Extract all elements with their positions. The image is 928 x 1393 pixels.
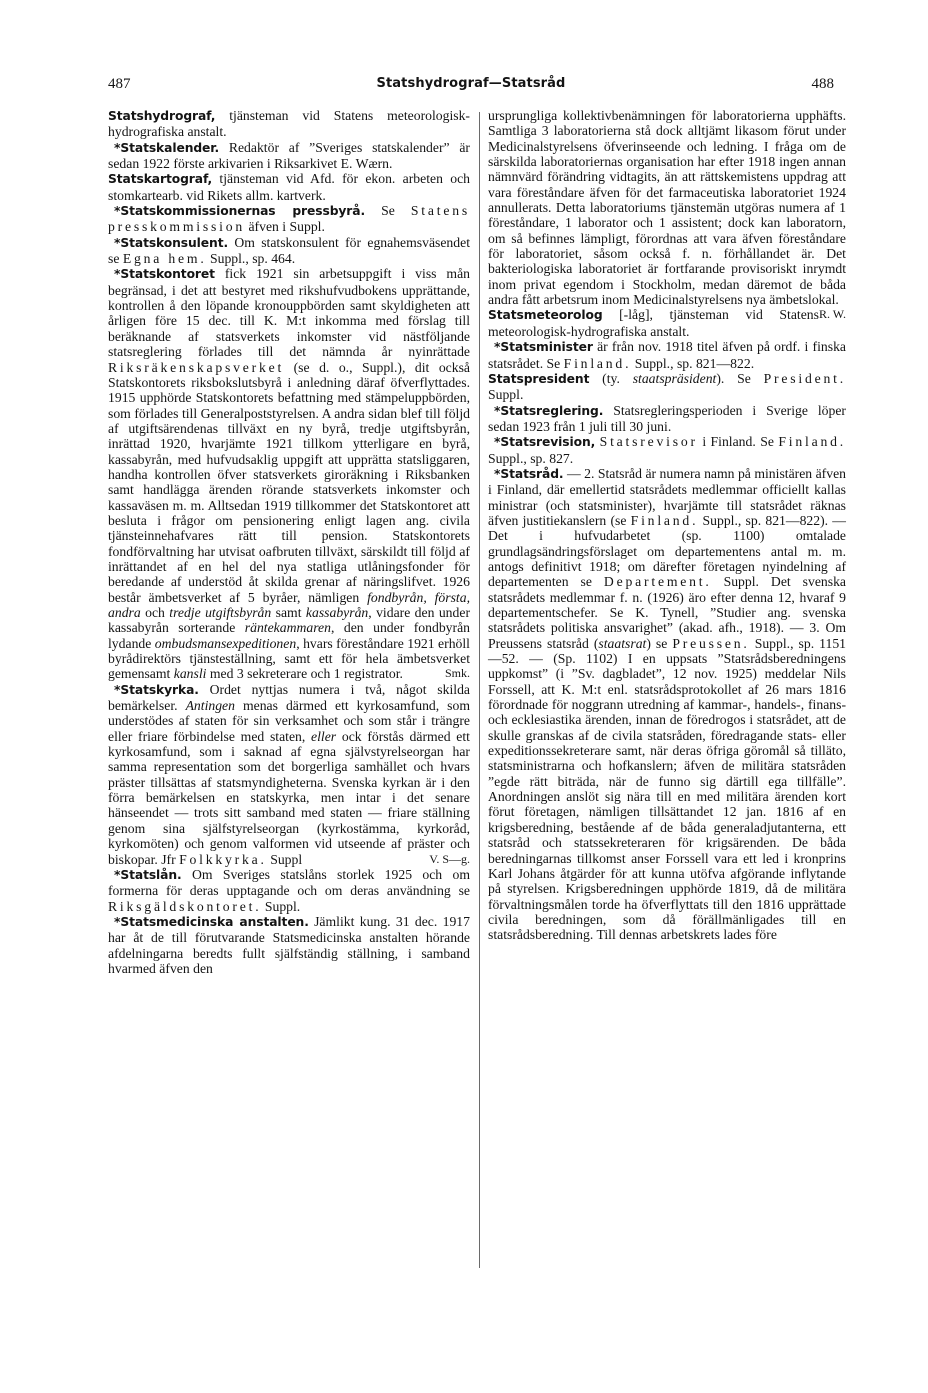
- author-signature: Smk.: [444, 666, 470, 681]
- cross-reference: Folkkyrka.: [179, 851, 267, 867]
- entry-statsminister: [488, 339, 846, 371]
- cross-reference: Preussen.: [672, 635, 750, 651]
- headword: *Statsminister: [494, 340, 593, 355]
- entry-text: ). Se: [716, 370, 764, 386]
- cross-reference: Riksgäldskontoret.: [108, 898, 262, 914]
- italic-term: eller: [311, 728, 337, 744]
- entry-text: ock förstås därmed ett kyrkosamfund, som i saknad af egna självstyrelseorgan har samma representation som det borgerliga samhället och hvars präster tillsättas af statsmyndigheterna. Svenska kyrkan är i den förra bemärkelsen en statskyrka, men intar i det senare hänseendet — trots sitt samband med staten — friare ställning genom sina själfstyrelseorgan (kyrkostämma, kyrkoråd, kyrkomöten) och genom valformen vid utseende af präster och biskopar. Jfr: [108, 728, 470, 867]
- entry-text: Suppl.: [488, 387, 524, 403]
- entry-text: , hvars föreståndare 1921 erhöll byrådirektörs tjänsteställning, samt ett för hela ämbetsverket gemensamt: [108, 635, 470, 682]
- entry-text: — 2. Statsråd är numera namn på ministären äfven i Finland, där emellertid statsrådets medlemmar officiellt kallas ministrar (och statsminister), hvarjämte till statsrådet räknas äfven justitiekanslern (se: [488, 465, 846, 528]
- right-page-number: 488: [811, 76, 834, 92]
- cross-reference: Departement.: [603, 574, 712, 590]
- cross-reference: President.: [763, 370, 846, 386]
- headword: *Statsråd.: [494, 466, 564, 481]
- headword: Statspresident: [488, 371, 590, 386]
- running-title: Statshydrograf—Statsråd: [376, 76, 566, 91]
- cross-reference: Finland.: [563, 355, 632, 371]
- entry-text: Suppl., sp. 464.: [206, 251, 296, 267]
- author-signature: R. W.: [818, 307, 846, 322]
- entry-text: i Finland. Se: [697, 434, 779, 450]
- entry-statsrevision: [488, 434, 846, 466]
- author-signature: V. S—g.: [429, 851, 470, 866]
- entry-text: tjänsteman vid Afd. för ekon. arbeten och stomkartearb. vid Rikets allm. kartverk.: [108, 171, 470, 203]
- entry-text: och: [140, 605, 170, 620]
- entry-text: , den under fondbyrån lydande: [108, 620, 470, 651]
- cross-reference: Finland.: [778, 434, 846, 450]
- entry-text: Suppl.: [261, 898, 301, 914]
- entry-statskonsulent: [108, 235, 470, 267]
- italic-term: kansli: [173, 666, 207, 682]
- entry-statskommissionernas-pressbyra: [108, 203, 470, 235]
- entry-text: menas därmed ett kyrkosamfund, som understödes af staten för sin verksamhet och som står i trängre eller friare förbindelse med staten,: [108, 698, 470, 744]
- headword: *Statskonsulent.: [114, 235, 229, 250]
- entry-text: Redaktör af ”Sveriges statskalender” är sedan 1922 förste arkivarien i Riksarkivet E. Wærn.: [108, 139, 470, 172]
- cross-reference: Statens presskommission: [108, 203, 470, 235]
- entry-statslan: [108, 867, 470, 914]
- headword: *Statslån.: [114, 867, 182, 882]
- cross-reference: Egna hem.: [122, 251, 207, 267]
- page-header: [108, 76, 834, 98]
- headword: *Statskalender.: [114, 140, 220, 155]
- headword: Statshydrograf,: [108, 109, 216, 123]
- entry-text: Jämlikt kung. 31 dec. 1917 har åt de till förutvarande Statsmedicinska anstalten hörande afdelningarna beredts fullt själfständig ställning, i samband hvarmed äfven den: [108, 913, 470, 976]
- entry-statsrad: [488, 466, 846, 943]
- entry-text: Suppl., sp. 1151—52. — (Sp. 1102) I en uppsats ”Statsrådsberedningens uppkomst” (i ”Sv. dagbladet”, 12 nov. 1925) meddelar Nils Forssell, att K. M:t enl. statsrådsprotokollet af 26 mars 1816 förordnade för noggrann utredning af kammar-, handels-, finans- och ecklesiastika ärenden, innan de föredrogos i statsrådet, att de skulle granskas af de civila statsråden, föredragande stats- eller expeditionssekreterare samt, när deras öfriga göromål så tilläto, statsministrarna och hofkanslern; äfven de militära statsråden ”egde rätt biträda, när de funno sig därtill ega tillfälle”. Anordningen anslöt sig nära till en med militära ärenden kort förut företagen, nämligen tillsättandet 12 jan. 1816 af en krigsberedning, bestående af de båda generaladjutanterna, ett statsråd och statssekreteraren för krigsärenden. De båda beredningarnas tillkomst anser Forssell vara ett led i kronprins Karl Johans åtgärder för att kunna utöfva afgörande inflytande på styrelsen. Krigsberedningen upphörde 1819, då de militära förvaltningsmålen torde ha öfverflyttats till den 1816 upprättade civila beredningen, som då förällmänligades till en statsrådsberedning. Till dennas arbetskrets lades före: [488, 635, 847, 943]
- entry-text: fick 1921 sin arbetsuppgift i viss mån begränsad, i det att bestyret med rikshufvudbokens upprättande, kontrollen å den löpande kronouppbörden samt skyldigheten att årligen före 15 dec. till K. M:t inkomma med förslag till beräknande af statsverkets inkomster vid nästföljande statsreglering förlades till det nämnda år nyinrättade: [108, 266, 470, 360]
- entry-text: Om Sveriges statslåns storlek 1925 och om formerna för deras upptagande och om deras användning se: [108, 866, 470, 899]
- entry-statsmeteorolog: [488, 307, 846, 339]
- entry-text: , vidare den under kassabyrån sorterande: [108, 605, 471, 636]
- entry-text: samt: [271, 605, 306, 620]
- italic-term: räntekammaren: [244, 620, 331, 636]
- italic-term: fondbyrån, första, andra: [108, 589, 470, 620]
- entry-text: Statsregleringsperioden i Sverige löper sedan 1923 från 1 juli till 30 juni.: [488, 402, 846, 434]
- headword: *Statsmedicinska anstalten.: [114, 914, 309, 929]
- headword: *Statskontoret: [114, 267, 215, 282]
- headword: *Statsreglering.: [494, 403, 604, 418]
- entry-statskyrka: [108, 682, 470, 867]
- entry-text: med 3 sekreterare och 1 registrator.: [206, 666, 403, 682]
- italic-term: Antingen: [185, 698, 235, 714]
- entry-statskartograf: [108, 171, 470, 203]
- entry-text: tjänsteman vid Statens meteorologisk-hydrografiska anstalt.: [108, 108, 470, 140]
- cross-reference: Riksräkenskapsverket: [108, 359, 285, 375]
- entry-text: Suppl., sp. 821—822). — Det i hufvudarbetet (sp. 1100) omtalade grundlagsändringsförslaget om departementens antal m. m. antogs definitivt 1918; om därefter företagen nyindelning af departementen se: [488, 512, 846, 590]
- entry-text: Suppl: [266, 851, 303, 867]
- entry-text: Suppl., sp. 821—822.: [631, 355, 755, 371]
- entry-text: Ordet nyttjas numera i två, något skilda bemärkelser.: [108, 681, 470, 714]
- entry-statskalender: [108, 140, 470, 172]
- headword: *Statsrevision,: [494, 435, 596, 450]
- italic-term: tredje utgiftsbyrån: [169, 605, 272, 620]
- entry-text: (se d. o., Suppl.), dit också Statskontorets riksbokslutsbyrå i anledning däraf öfverflyttades. 1915 upphörde Statskontorets befattning med stämpeluppbörden, som förlades till Generalpoststyrelsen. A andra sidan blef till följd af utgiftsärendenas tillväxt en ny byrå, tredje utgiftsbyrån, inrättad 1920, hvarjämte 1921 tillkom ytterligare en byrå, kassabyrån, med hufvudsaklig uppgift att upprätta statsliggaren, handha kontrollen öfver statsverkets giroräkning i Riksbanken samt handlägga ärenden rörande statsverkets inkomster och kassaväsen m. m. Alltsedan 1919 tillkommer det Statskontoret att besluta i frågor om pensionering enligt lagen ang. civila tjänsteinnehafvares rätt till pension. Statskontorets fondförvaltning har utvisat oafbruten tillväxt, särskildt till följd af inrättandet af en hel del nya statliga utlåningsfonder för beredande af understöd åt skilda grenar af näringslifvet. 1926 består ämbetsverket af 5 byråer, nämligen: [108, 359, 470, 605]
- cross-reference: Statsrevisor: [599, 434, 698, 450]
- entry-text: Se: [365, 203, 411, 219]
- entry-text: Suppl. Det svenska statsrådets medlemmar f. n. (1926) äro efter denna 12, hvaraf 9 departementschefer. Se K. Tynell, ”Studier ang. svenska statsrådets politiska ansvarighet” (akad. afh., 1918). — 3. Om Preussens statsråd (: [488, 574, 846, 651]
- cross-reference: Finland.: [630, 512, 699, 528]
- italic-term: kassabyrån: [305, 605, 369, 620]
- headword: Statsmeteorolog: [488, 308, 603, 323]
- entry-statshydrograf: [108, 108, 470, 140]
- entry-statsreglering: [488, 403, 846, 435]
- left-column: [108, 108, 470, 976]
- italic-term: ombudsmansexpeditionen: [154, 635, 297, 651]
- left-page-number: 487: [108, 76, 131, 92]
- italic-term: staatspräsident: [632, 370, 717, 386]
- entry-text: ) se: [646, 635, 673, 651]
- entry-statspresident: [488, 371, 846, 403]
- headword: *Statskyrka.: [114, 682, 199, 697]
- entry-text: är från nov. 1918 titel äfven på ordf. i finska statsrådet. Se: [488, 339, 846, 371]
- entry-text: Suppl., sp. 827.: [488, 450, 574, 466]
- entry-statsmedicinska-anstalten: [108, 914, 470, 976]
- entry-text: äfven i Suppl.: [245, 219, 325, 235]
- entry-statskontoret: [108, 266, 470, 681]
- italic-term: staatsrat: [598, 635, 647, 651]
- column-divider: [479, 112, 480, 1268]
- right-column: [488, 108, 846, 943]
- entry-text: ursprungliga kollektivbenämningen för laboratorierna upphäfts. Samtliga 3 laboratorierna stå dock alltjämt likasom förut under Medicinalstyrelsens öfverinseende och ledning. I fråga om de särskilda laboratoriernas organisation har efter 1918 ingen annan nämnvärd förändring vidtagits, än att rättskemistens uppdrag att vara föreståndare äfven för det farmaceutiska laboratoriet 1924 annullerats. Detta laboratoriums tjänstemän utgöras numera af 1 föreståndare, 1 laborator och 1 assistent; dock kan laboratorn, om så befinnes lämpligt, förordnas att vara äfven föreståndare för laboratoriet, såsom också f. n. förhållandet är. Det bakteriologiska laboratoriet är fortfarande provisoriskt inrymdt inom privat egendom i Stockholm, medan däremot de båda andra fått arbetsrum inom Medicinalstyrelsens nya ämbetslokal.: [488, 108, 846, 308]
- entry-text: (ty.: [589, 370, 633, 386]
- headword: Statskartograf,: [108, 172, 213, 187]
- entry-text: [-låg], tjänsteman vid Statens meteorologisk-hydrografiska anstalt.: [488, 307, 819, 339]
- headword: *Statskommissionernas pressbyrå.: [114, 204, 366, 219]
- entry-text: Om statskonsulent för egnahemsväsendet se: [108, 234, 470, 267]
